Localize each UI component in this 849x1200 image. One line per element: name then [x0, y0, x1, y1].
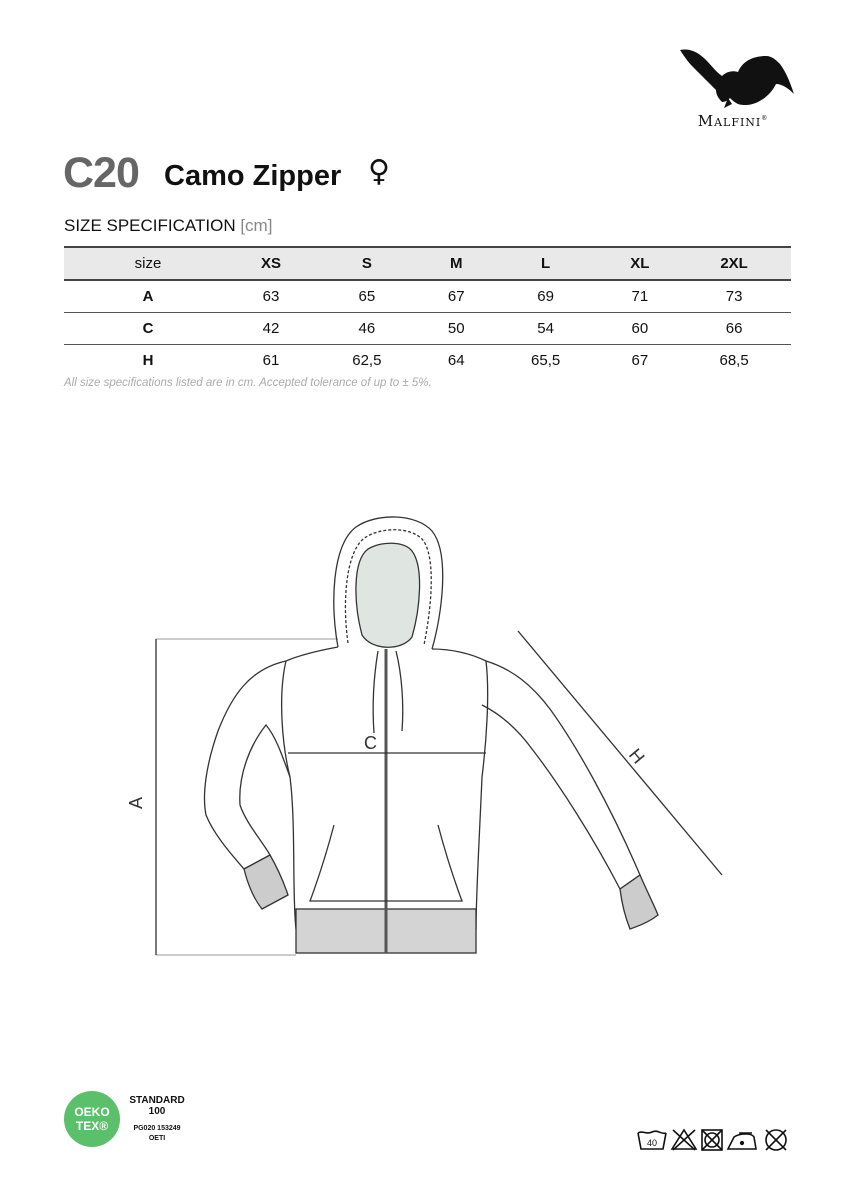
- cert-number: PG020 153249: [133, 1125, 181, 1132]
- table-cell: 62,5: [352, 352, 382, 369]
- no-tumble-dry-icon: [702, 1130, 722, 1150]
- tolerance-note: All size specifications listed are in cm. Accepted tolerance of up to ± 5%.: [64, 377, 432, 389]
- no-dry-clean-icon: [766, 1130, 786, 1150]
- table-cell: 73: [725, 288, 743, 305]
- eagle-logo-icon: [676, 42, 796, 112]
- iron-low-icon: [728, 1133, 756, 1149]
- measure-c-label: C: [364, 733, 377, 753]
- spec-unit: [cm]: [240, 216, 273, 235]
- table-cell: 63: [262, 288, 280, 305]
- column-header: XS: [232, 247, 310, 280]
- drawstring-left: [373, 651, 378, 733]
- left-sleeve: [205, 661, 291, 869]
- table-cell: 42: [262, 320, 280, 337]
- wash-40-icon: [638, 1131, 666, 1149]
- left-cuff: [244, 855, 288, 909]
- size-table: [64, 246, 791, 376]
- spec-heading-text: SIZE SPECIFICATION: [64, 216, 236, 235]
- female-symbol-icon: ♀: [368, 154, 390, 189]
- table-cell: 71: [631, 288, 649, 305]
- standard-line1: STANDARD: [129, 1095, 185, 1106]
- table-row: [64, 313, 791, 345]
- row-label: H: [142, 352, 154, 369]
- brand-name: Malfini®: [697, 112, 769, 130]
- table-header-row: [64, 247, 791, 280]
- hood-opening: [356, 543, 420, 647]
- table-cell: 66: [725, 320, 743, 337]
- table-cell: 64: [447, 352, 465, 369]
- oeko-standard: [124, 1095, 190, 1117]
- table-cell: 69: [537, 288, 554, 305]
- measure-a-label: A: [126, 796, 146, 809]
- oeko-tex-badge: [64, 1091, 120, 1147]
- product-code: C20: [63, 149, 139, 197]
- column-header: size: [64, 247, 232, 280]
- table-cell: 60: [631, 320, 649, 337]
- standard-line2: 100: [148, 1106, 166, 1117]
- table-cell: 67: [631, 352, 649, 369]
- table-cell: 50: [447, 320, 465, 337]
- column-header: 2XL: [677, 247, 791, 280]
- column-header: XL: [603, 247, 678, 280]
- table-cell: 65: [358, 288, 376, 305]
- product-name: Camo Zipper: [164, 160, 342, 192]
- no-bleach-icon: [672, 1130, 696, 1150]
- table-cell: 46: [358, 320, 376, 337]
- drawstring-right: [396, 651, 403, 731]
- right-cuff: [620, 875, 658, 929]
- table-cell: 54: [537, 320, 554, 337]
- column-header: M: [424, 247, 489, 280]
- measure-h-line: [518, 631, 722, 875]
- care-symbols: [636, 1127, 792, 1153]
- measure-h-label: H: [624, 744, 649, 768]
- cert-institute: OETI: [148, 1135, 166, 1142]
- column-header: S: [310, 247, 424, 280]
- oeko-line1: OEKO: [74, 1105, 110, 1119]
- svg-text:40: 40: [646, 1138, 658, 1148]
- table-cell: 67: [447, 288, 465, 305]
- table-cell: 61: [262, 352, 280, 369]
- table-row: [64, 345, 791, 377]
- oeko-line2: TEX®: [75, 1119, 109, 1133]
- row-label: C: [142, 320, 154, 337]
- column-header: L: [489, 247, 603, 280]
- oeko-cert: [124, 1124, 190, 1144]
- hoodie-technical-drawing: [120, 505, 740, 975]
- row-label: A: [142, 288, 154, 305]
- right-sleeve: [482, 661, 640, 889]
- table-row: [64, 280, 791, 313]
- table-cell: 68,5: [719, 352, 749, 369]
- table-cell: 65,5: [531, 352, 561, 369]
- spec-heading: [64, 216, 272, 236]
